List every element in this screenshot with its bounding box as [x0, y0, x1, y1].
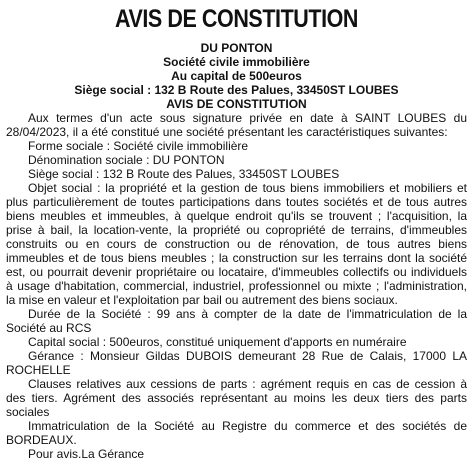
notice-body — [6, 111, 467, 461]
page-title: AVIS DE CONSTITUTION — [114, 5, 359, 33]
company-header — [6, 41, 467, 111]
share-capital: Capital social : 500euros, constitué uniquement d'apports en numéraire — [28, 335, 407, 349]
signature: Pour avis.La Gérance — [28, 447, 145, 461]
company-denomination: Dénomination sociale : DU PONTON — [28, 153, 225, 167]
legal-form: Forme sociale : Société civile immobilière — [28, 139, 249, 153]
intro-paragraph: Aux termes d'un acte sous signature privée en date à SAINT LOUBES du 28/04/2023, il a été constitué une société présentant les caractéristiques suivantes: — [6, 111, 467, 139]
company-capital: Au capital de 500euros — [171, 69, 302, 83]
legal-notice — [6, 4, 467, 461]
sub-title: AVIS DE CONSTITUTION — [166, 97, 307, 111]
registration: Immatriculation de la Société au Registre du commerce et des sociétés de BORDEAUX. — [6, 419, 467, 447]
registered-office: Siège social : 132 B Route des Palues, 33450ST LOUBES — [74, 83, 399, 97]
company-duration: Durée de la Société : 99 ans à compter de la date de l'immatriculation de la Société au RCS — [6, 307, 467, 335]
company-name: DU PONTON — [200, 41, 273, 55]
office-address: Siège social : 132 B Route des Palues, 33450ST LOUBES — [28, 167, 340, 181]
management: Gérance : Monsieur Gildas DUBOIS demeurant 28 Rue de Calais, 17000 LA ROCHELLE — [6, 349, 467, 377]
company-type: Société civile immobilière — [163, 55, 310, 69]
share-transfer-clauses: Clauses relatives aux cessions de parts : agrément requis en cas de cession à des tiers. Agrément des associés représentant au moins les deux tiers des parts sociales — [6, 377, 467, 419]
corporate-purpose: Objet social : la propriété et la gestion de tous biens immobiliers et mobiliers et plus particulièrement de toutes participations dans toutes sociétés et de tous autres biens meubles et immeubles, à quelque endroit qu'ils se trouvent ; l'acquisition, la prise à bail, la location-vente, la propriété ou copropriété de terrains, d'immeubles construits ou en cours de construction ou de rénovation, de tous autres biens immeubles et de tous biens meubles ; la construction sur les terrains dont la société est, ou pourrait devenir propriétaire ou locataire, d'immeubles collectifs ou individuels à usage d'habitation, commercial, industriel, professionnel ou mixte ; l'administration, la mise en valeur et l'exploitation par bail ou autrement des biens sociaux. — [6, 181, 467, 307]
